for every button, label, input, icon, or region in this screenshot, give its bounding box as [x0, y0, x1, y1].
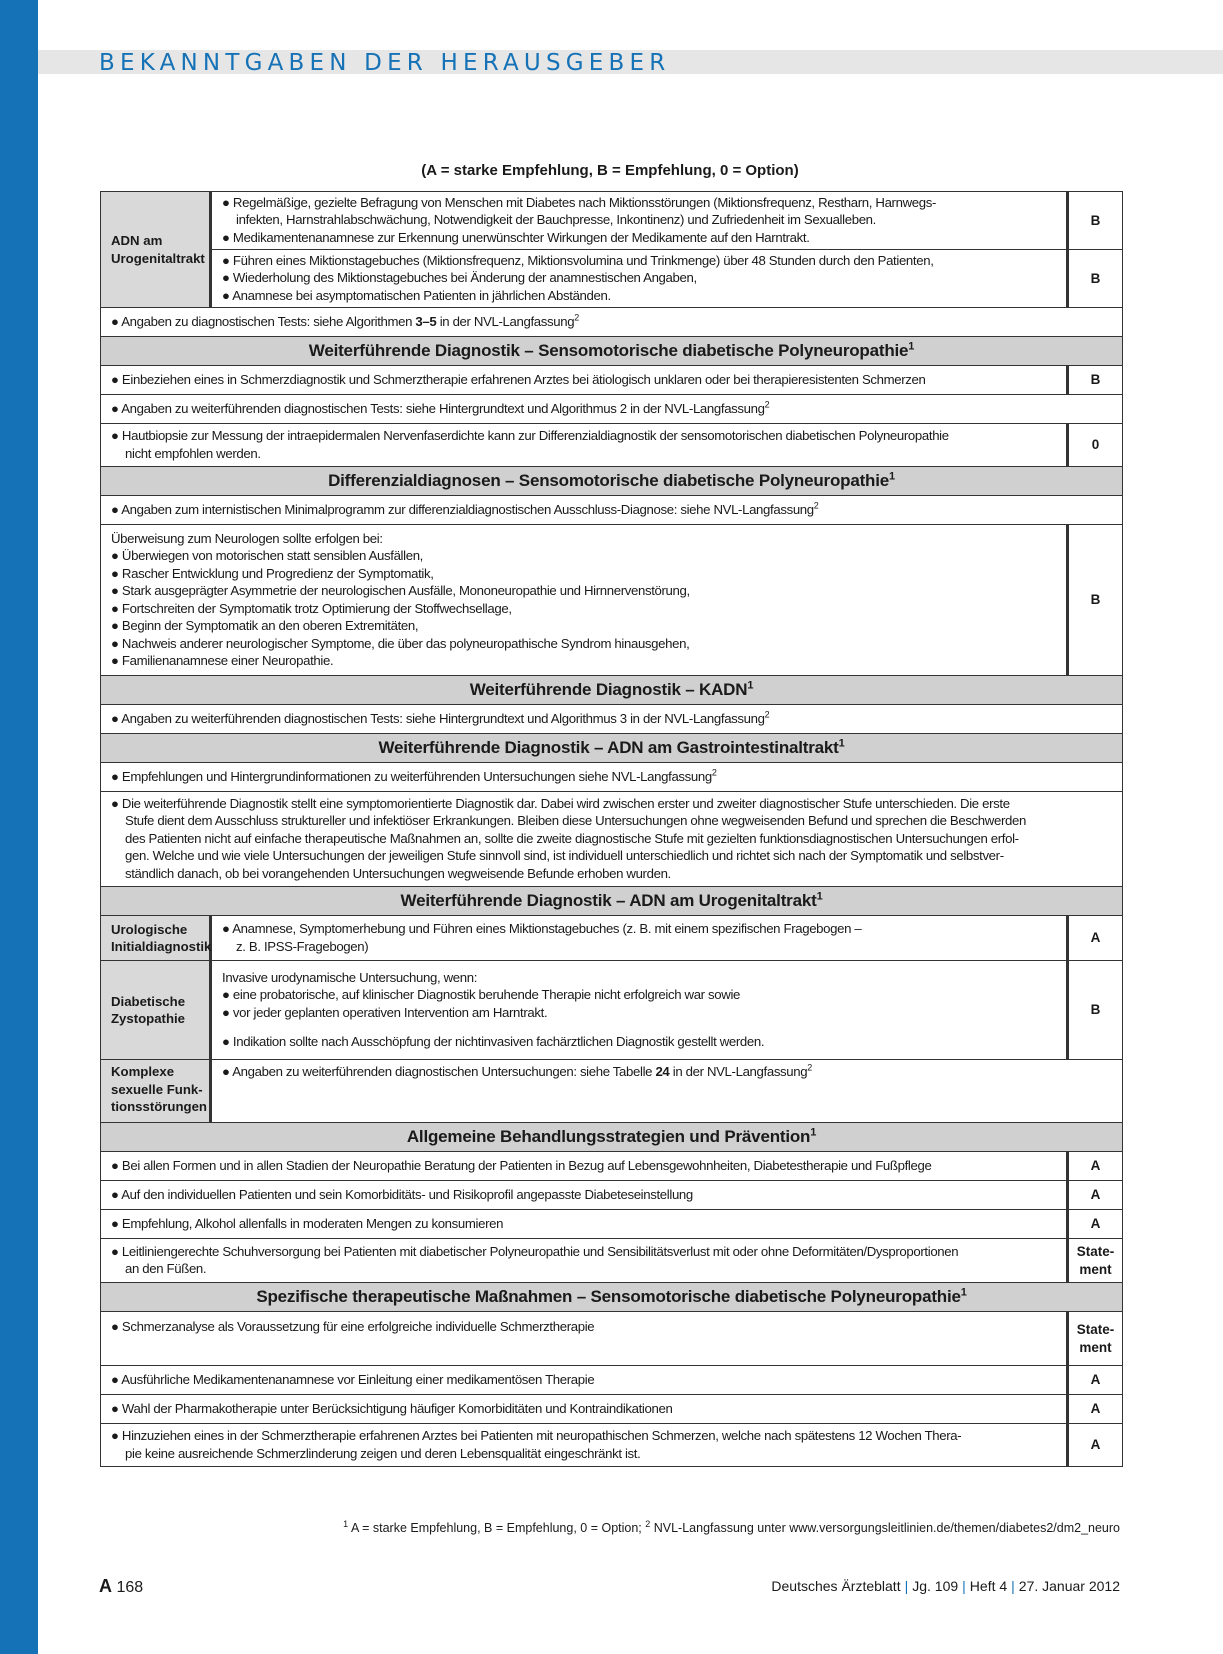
row-text: ● Bei allen Formen und in allen Stadien der Neuropathie Beratung der Patienten in Bezug auf Lebensgewohnheiten, Diabetestherapie und Fußpflege [101, 1152, 1068, 1181]
grade-cell: A [1068, 1395, 1123, 1424]
table-row [101, 525, 1123, 676]
grade-cell: A [1068, 916, 1123, 961]
table-row [101, 308, 1123, 337]
grade-cell: A [1068, 1181, 1123, 1210]
page-number: A 168 [99, 1576, 144, 1596]
row-text: ● Führen eines Miktionstagebuches (Miktionsfrequenz, Miktionsvolumina und Trinkmenge) über 48 Stunden durch den Patienten, ● Wiederholung des Miktionstagebuches bei Änderung der anamnestischen Angaben, ● Anamnese bei asymptomatischen Patienten in jährlichen Abständen. [211, 250, 1068, 308]
recommendation-legend: (A = starke Empfehlung, B = Empfehlung, 0 = Option) [421, 162, 799, 179]
section-heading: Weiterführende Diagnostik – ADN am Urogenitaltrakt$^1$ [101, 887, 1123, 916]
section-heading: Weiterführende Diagnostik – KADN$^1$ [101, 676, 1123, 705]
table-row [101, 763, 1123, 792]
grade-cell: A [1068, 1152, 1123, 1181]
row-text: ● Angaben zu weiterführenden diagnostischen Tests: siehe Hintergrundtext und Algorithmus 2 in der NVL-Langfassung$^2$ [101, 395, 1123, 424]
grade-cell: B [1068, 192, 1123, 250]
row-text: ● Hinzuziehen eines in der Schmerztherapie erfahrenen Arztes bei Patienten mit neuropathischen Schmerzen, welche nach spätestens 12 Wochen Thera- pie keine ausreichende Schmerzlinderung zeigen und deren Lebensqualität eingeschränkt ist. [101, 1424, 1068, 1467]
table-footnote: $^1$ A = starke Empfehlung, B = Empfehlung, 0 = Option; $^2$ NVL-Langfassung unter www.versorgungsleitlinien.de/themen/diabetes2/dm2_neuro [343, 1518, 1120, 1535]
grade-cell: B [1068, 250, 1123, 308]
table-row [101, 1181, 1123, 1210]
grade-cell: A [1068, 1366, 1123, 1395]
section-heading: Weiterführende Diagnostik – ADN am Gastrointestinaltrakt$^1$ [101, 734, 1123, 763]
row-text: ● Angaben zu diagnostischen Tests: siehe Algorithmen 3–5 in der NVL-Langfassung$^2$ [101, 308, 1123, 337]
table-row [101, 1366, 1123, 1395]
row-label: ADN am Urogenitaltrakt [101, 192, 211, 308]
row-text: ● Schmerzanalyse als Voraussetzung für eine erfolgreiche individuelle Schmerztherapie [101, 1312, 1068, 1366]
section-heading: Allgemeine Behandlungsstrategien und Prävention$^1$ [101, 1123, 1123, 1152]
table-row [101, 961, 1123, 1060]
row-text: ● Ausführliche Medikamentenanamnese vor Einleitung einer medikamentösen Therapie [101, 1366, 1068, 1395]
table-row [101, 1424, 1123, 1467]
grade-cell: State- ment [1068, 1312, 1123, 1366]
row-text: Invasive urodynamische Untersuchung, wenn: ● eine probatorische, auf klinischer Diagnostik beruhende Therapie nicht erfolgreich war sowie ● vor jeder geplanten operativen Intervention am Harntrakt. ● Indikation sollte nach Ausschöpfung der nichtinvasiven fachärztlichen Diagnostik gestellt werden. [211, 961, 1068, 1060]
table-row [101, 1060, 1123, 1123]
section-heading: Weiterführende Diagnostik – Sensomotorische diabetische Polyneuropathie$^1$ [101, 337, 1123, 366]
row-text: ● Regelmäßige, gezielte Befragung von Menschen mit Diabetes nach Miktionsstörungen (Miktionsfrequenz, Restharn, Harnwegs- infekten, Harnstrahlabschwächung, Notwendigkeit der Bauchpresse, Inkontinenz) und Zufriedenheit im Sexualleben. ● Medikamentenanamnese zur Erkennung unerwünschter Wirkungen der Medikamente auf den Harntrakt. [211, 192, 1068, 250]
table-row [101, 366, 1123, 395]
table-row [101, 1239, 1123, 1283]
row-label: Urologische Initialdiagnostik [101, 916, 211, 961]
recommendation-table [100, 191, 1123, 1467]
grade-cell: A [1068, 1210, 1123, 1239]
row-text: ● Anamnese, Symptomerhebung und Führen eines Miktionstagebuches (z. B. mit einem spezifischen Fragebogen – z. B. IPSS-Fragebogen) [211, 916, 1068, 961]
row-text: ● Die weiterführende Diagnostik stellt eine symptomorientierte Diagnostik dar. Dabei wird zwischen erster und zweiter diagnostischer Stufe unterschieden. Die erste Stufe dient dem Ausschluss struktureller und infektiöser Erkrankungen. Bleiben diese Untersuchungen ohne wegweisenden Befund und sprechen die Beschwerden des Patienten nicht auf einfache therapeutische Maßnahmen an, sollte die zweite diagnostische Stufe mit gezielten funktionsdiagnostischen Untersuchungen erfol- gen. Welche und wie viele Untersuchungen der jeweiligen Stufe sinnvoll sind, ist individuell unterschiedlich und richtet sich nach der Symptomatik und selbstver- ständlich danach, ob bei vorangehenden Untersuchungen wegweisende Befunde erhoben wurden. [101, 792, 1123, 887]
row-text: ● Wahl der Pharmakotherapie unter Berücksichtigung häufiger Komorbiditäten und Kontraindikationen [101, 1395, 1068, 1424]
grade-cell: B [1068, 961, 1123, 1060]
grade-cell: B [1068, 366, 1123, 395]
row-text: ● Empfehlungen und Hintergrundinformationen zu weiterführenden Untersuchungen siehe NVL-Langfassung$^2$ [101, 763, 1123, 792]
row-text: ● Angaben zu weiterführenden diagnostischen Untersuchungen: siehe Tabelle 24 in der NVL-Langfassung$^2$ [211, 1060, 1123, 1123]
grade-cell: B [1068, 525, 1123, 676]
table-row [101, 424, 1123, 467]
table-row [101, 916, 1123, 961]
left-color-bar [0, 0, 38, 1654]
table-row [101, 1210, 1123, 1239]
row-text: ● Angaben zum internistischen Minimalprogramm zur differenzialdiagnostischen Ausschluss-Diagnose: siehe NVL-Langfassung$^2$ [101, 496, 1123, 525]
table-row [101, 395, 1123, 424]
grade-cell: 0 [1068, 424, 1123, 467]
section-heading: Differenzialdiagnosen – Sensomotorische diabetische Polyneuropathie$^1$ [101, 467, 1123, 496]
row-text: ● Hautbiopsie zur Messung der intraepidermalen Nervenfaserdichte kann zur Differenzialdiagnostik der sensomotorischen diabetischen Polyneuropathie nicht empfohlen werden. [101, 424, 1068, 467]
row-text: ● Auf den individuellen Patienten und sein Komorbiditäts- und Risikoprofil angepasste Diabeteseinstellung [101, 1181, 1068, 1210]
row-text: ● Einbeziehen eines in Schmerzdiagnostik und Schmerztherapie erfahrenen Arztes bei ätiologisch unklaren oder bei therapieresistenten Schmerzen [101, 366, 1068, 395]
row-label: Diabetische Zystopathie [101, 961, 211, 1060]
row-text: ● Leitliniengerechte Schuhversorgung bei Patienten mit diabetischer Polyneuropathie und Sensibilitätsverlust mit oder ohne Deformitäten/Dysproportionen an den Füßen. [101, 1239, 1068, 1283]
table-row [101, 192, 1123, 250]
row-text: ● Empfehlung, Alkohol allenfalls in moderaten Mengen zu konsumieren [101, 1210, 1068, 1239]
section-heading: Spezifische therapeutische Maßnahmen – Sensomotorische diabetische Polyneuropathie$^1$ [101, 1283, 1123, 1312]
section-title: BEKANNTGABEN DER HERAUSGEBER [99, 50, 671, 76]
grade-cell: State- ment [1068, 1239, 1123, 1283]
table-row [101, 1312, 1123, 1366]
table-row [101, 1395, 1123, 1424]
grade-cell: A [1068, 1424, 1123, 1467]
row-text: ● Angaben zu weiterführenden diagnostischen Tests: siehe Hintergrundtext und Algorithmus 3 in der NVL-Langfassung$^2$ [101, 705, 1123, 734]
row-text: Überweisung zum Neurologen sollte erfolgen bei: ● Überwiegen von motorischen statt sensiblen Ausfällen, ● Rascher Entwicklung und Progredienz der Symptomatik, ● Stark ausgeprägter Asymmetrie der neurologischen Ausfälle, Mononeuropathie und Hirnnervenstörung, ● Fortschreiten der Symptomatik trotz Optimierung der Stoffwechsellage, ● Beginn der Symptomatik an den oberen Extremitäten, ● Nachweis anderer neurologischer Symptome, die über das polyneuropathische Syndrom hinausgehen, ● Familienanamnese einer Neuropathie. [101, 525, 1068, 676]
table-row [101, 1152, 1123, 1181]
table-row [101, 250, 1123, 308]
table-row [101, 496, 1123, 525]
row-label: Komplexe sexuelle Funk- tionsstörungen [101, 1060, 211, 1123]
table-row [101, 792, 1123, 887]
journal-info: Deutsches Ärzteblatt | Jg. 109 | Heft 4 | 27. Januar 2012 [771, 1578, 1120, 1594]
table-row [101, 705, 1123, 734]
